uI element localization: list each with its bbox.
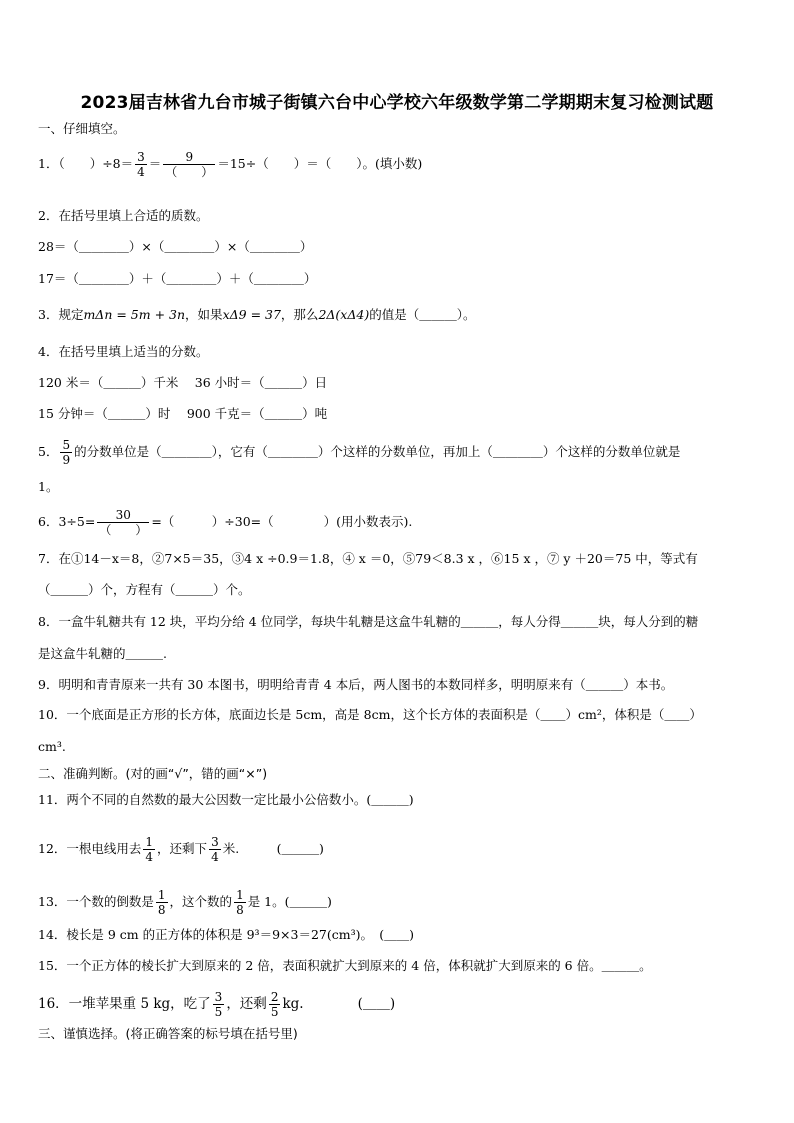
q1-frac2-denominator: （ ） [165,165,214,179]
question-13 [38,888,332,917]
q2-line-17: 17＝（＿＿＿＿）＋（＿＿＿＿）＋（＿＿＿＿） [38,271,317,286]
q5-fraction [60,438,72,467]
question-1 [38,150,422,179]
q1-fraction-2 [163,150,215,179]
question-7: 7．在①14－x＝8，②7×5＝35，③4 x ÷0.9＝1.8，④ x ＝0，⑤79＜8.3 x ，⑥15 x ，⑦ y ＋20＝75 中，等式有 [38,551,698,566]
q13-text-a: 13．一个数的倒数是 [38,894,154,909]
question-5 [38,438,680,467]
q13-text-c: 是 1。(＿＿＿) [247,894,332,909]
q4-line-a: 120 米＝（＿＿＿）千米 36 小时＝（＿＿＿）日 [38,375,328,390]
q1-frac1-numerator: 3 [137,150,145,164]
q6-text-a: 6．3÷5= [38,514,96,529]
q1-frac2-numerator: 9 [163,150,215,165]
q13-frac1-denominator: 8 [157,903,166,917]
q3-text-b: ，如果 [185,307,223,322]
q7-line-2: （＿＿＿）个，方程有（＿＿＿）个。 [38,582,251,597]
q6-fraction [97,508,149,537]
q13-frac1-numerator: 1 [157,888,166,902]
q1-text-b: ＝15÷（ ）＝（ ）。(填小数) [217,156,423,171]
q1-equals: ＝ [148,156,162,171]
q16-text-b: ，还剩 [226,996,267,1012]
q5-number: 5． [38,444,59,459]
q12-text-c: 米. (＿＿＿) [222,841,324,856]
question-14: 14．棱长是 9 cm 的正方体的体积是 9³＝9×3＝27(cm³)。 (＿＿) [38,927,414,942]
question-9: 9．明明和青青原来一共有 30 本图书，明明给青青 4 本后，两人图书的本数同样多，明明原来有（＿＿＿）本书。 [38,677,674,692]
section-heading-fill: 一、仔细填空。 [38,121,126,136]
q12-text-a: 12．一根电线用去 [38,841,142,856]
q5-continuation: 1。 [38,479,59,494]
section-heading-choose: 三、谨慎选择。(将正确答案的标号填在括号里) [38,1026,298,1041]
q1-text-a: （ ）÷8＝ [58,156,134,171]
q12-frac1-numerator: 1 [145,835,154,849]
q1-frac1-denominator: 4 [137,165,145,179]
q5-denominator: 9 [62,453,71,467]
q3-expression: 2Δ(xΔ4) [318,307,370,322]
question-8: 8．一盒牛轧糖共有 12 块，平均分给 4 位同学，每块牛轧糖是这盒牛轧糖的＿＿＿，每人分得＿＿＿块，每人分到的糖 [38,614,699,629]
question-2: 2．在括号里填上合适的质数。 [38,208,209,223]
q3-text-a: 3．规定 [38,307,84,322]
section-heading-judge: 二、准确判断。(对的画“√”，错的画“×”) [38,766,268,781]
q13-frac2-numerator: 1 [236,888,244,902]
q16-fraction-1 [213,990,225,1019]
q4-line-b: 15 分钟＝（＿＿＿）时 900 千克＝（＿＿＿）吨 [38,406,328,421]
q10-line-2: cm³. [38,739,66,754]
q6-denominator: （ ） [99,523,148,537]
q8-line-2: 是这盒牛轧糖的＿＿＿. [38,646,167,661]
q13-fraction-1 [156,888,168,917]
q16-fraction-2 [269,990,281,1019]
q12-fraction-2 [209,835,221,864]
q3-condition: xΔ9 = 37 [222,307,281,322]
q13-text-b: ，这个数的 [169,894,233,909]
question-4: 4．在括号里填上适当的分数。 [38,344,209,359]
q2-line-28: 28＝（＿＿＿＿）×（＿＿＿＿）×（＿＿＿＿） [38,239,313,254]
q16-frac1-numerator: 3 [214,990,223,1004]
q3-rule: mΔn = 5m + 3n [83,307,186,322]
q16-frac2-numerator: 2 [270,990,279,1004]
q5-numerator: 5 [62,438,71,452]
q13-frac2-denominator: 8 [236,903,244,917]
q12-fraction-1 [143,835,155,864]
q1-number: 1． [38,156,59,171]
q16-frac2-denominator: 5 [270,1005,279,1019]
q1-fraction-1 [135,150,147,179]
q16-text-a: 16．一堆苹果重 5 kg，吃了 [38,996,211,1012]
q3-text-c: ，那么 [280,307,319,322]
q12-frac2-denominator: 4 [211,850,219,864]
q6-text-b: =（ ）÷30=（ ）(用小数表示). [151,514,413,529]
q16-frac1-denominator: 5 [214,1005,223,1019]
question-11: 11．两个不同的自然数的最大公因数一定比最小公倍数小。(＿＿＿) [38,792,414,807]
q12-text-b: ，还剩下 [157,841,208,856]
page-title: 2023届吉林省九台市城子街镇六台中心学校六年级数学第二学期期末复习检测试题 [80,93,714,113]
question-15: 15．一个正方体的棱长扩大到原来的 2 倍，表面积就扩大到原来的 4 倍，体积就扩大到原来的 6 倍。＿＿＿。 [38,958,652,973]
q5-text: 的分数单位是（＿＿＿＿），它有（＿＿＿＿）个这样的分数单位，再加上（＿＿＿＿）个这样的分数单位就是 [74,444,681,459]
q12-frac1-denominator: 4 [145,850,154,864]
question-3 [38,306,475,324]
q13-fraction-2 [234,888,246,917]
q12-frac2-numerator: 3 [211,835,219,849]
q16-text-c: kg. (＿＿) [282,996,396,1012]
question-10: 10．一个底面是正方形的长方体，底面边长是 5cm，高是 8cm，这个长方体的表面积是（＿＿）cm²，体积是（＿＿） [38,707,702,722]
question-12 [38,835,324,864]
q3-text-d: 的值是（＿＿＿）。 [369,307,476,322]
q6-numerator: 30 [97,508,149,523]
question-16 [38,990,395,1019]
question-6 [38,508,412,537]
